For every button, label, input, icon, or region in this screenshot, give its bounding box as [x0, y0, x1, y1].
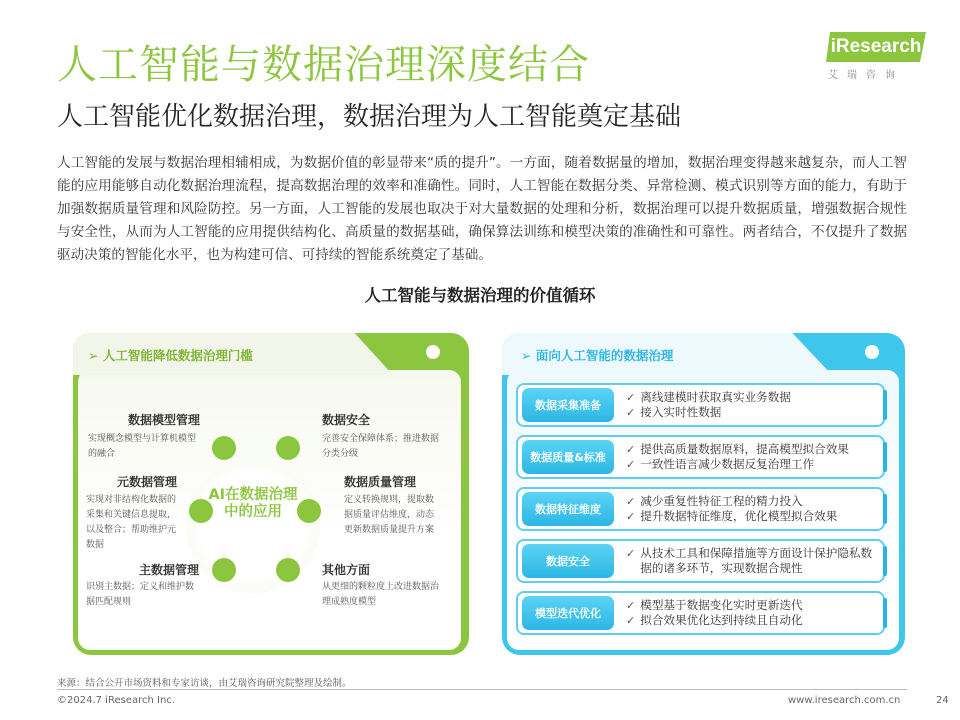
source-note: 来源：结合公开市场资料和专家访谈，由艾瑞咨询研究院整理及绘制。 — [57, 678, 352, 689]
item-title-master-data: 主数据管理 — [139, 563, 200, 577]
logo-subtext: 艾瑞咨询 — [828, 70, 904, 81]
row-line-text: 提供高质量数据原料，提高模型拟合效果 — [640, 442, 849, 456]
row-content — [626, 390, 878, 420]
node-dot-icon — [189, 499, 213, 523]
row-label: 数据安全 — [522, 544, 614, 578]
intro-paragraph: 人工智能的发展与数据治理相辅相成，为数据价值的彰显带来“质的提升”。一方面，随着数据量的增加，数据治理变得越来越复杂，而人工智能的应用能够自动化数据治理流程，提高数据治理的效率和准确性。同时，人工智能在数据分类、异常检测、模式识别等方面的能力，有助于加强数据质量管理和风险防控。另一方面，人工智能的发展也取决于对大量数据的处理和分析，数据治理可以提升数据质量，增强数据合规性与安全性，从而为人工智能的应用提供结构化、高质量的数据基础，确保算法训练和模型决策的准确性和可靠性。两者结合，不仅提升了数据驱动决策的智能化水平，也为构建可信、可持续的智能系统奠定了基础。 — [57, 155, 907, 263]
row-line — [626, 598, 878, 613]
row-content — [626, 598, 878, 628]
node-dot-icon — [212, 558, 236, 582]
row-line-text: 减少重复性特征工程的精力投入 — [640, 494, 803, 508]
row-line — [626, 509, 878, 524]
row-content — [626, 442, 878, 472]
check-icon: ✓ — [626, 495, 636, 508]
section-title: 人工智能与数据治理的价值循环 — [364, 286, 596, 305]
logo-text: iResearch — [830, 36, 922, 57]
row-label: 数据特征维度 — [522, 492, 614, 526]
center-circle — [186, 459, 320, 593]
item-desc-data-quality: 定义转换规则，提取数据质量评估维度，动态更新数据质量提升方案 — [344, 495, 435, 535]
row-line — [626, 405, 878, 420]
row-line-text: 模型基于数据变化实时更新迭代 — [640, 598, 803, 612]
row-content — [626, 494, 878, 524]
iresearch-logo — [826, 32, 926, 81]
check-icon: ✓ — [626, 443, 636, 456]
page-number: 24 — [936, 695, 949, 706]
row-line — [626, 613, 878, 628]
check-icon: ✓ — [626, 406, 636, 419]
row-label: 模型迭代优化 — [522, 596, 614, 630]
row-line-text: 接入实时性数据 — [640, 405, 722, 419]
footer-divider — [57, 689, 907, 690]
row-accent-bar — [883, 546, 887, 576]
row-line-text: 提升数据特征维度，优化模型拟合效果 — [640, 509, 838, 523]
row-line — [626, 494, 878, 509]
node-dot-icon — [276, 436, 300, 460]
check-icon: ✓ — [626, 458, 636, 471]
row-line — [626, 546, 878, 576]
left-panel-heading: ➢ 人工智能降低数据治理门槛 — [88, 348, 253, 363]
check-icon: ✓ — [626, 599, 636, 612]
row-line — [626, 457, 878, 472]
row-accent-bar — [883, 494, 887, 524]
node-dot-icon — [297, 499, 321, 523]
row-accent-bar — [883, 390, 887, 420]
right-panel-heading: ➢ 面向人工智能的数据治理 — [521, 348, 674, 363]
item-title-other: 其他方面 — [322, 563, 371, 577]
check-icon: ✓ — [626, 391, 636, 404]
row-line-text: 一致性语言减少数据反复治理工作 — [640, 457, 815, 471]
row-line — [626, 390, 878, 405]
check-icon: ✓ — [626, 547, 636, 560]
node-dot-icon — [276, 558, 300, 582]
copyright: ©2024.7 iResearch Inc. — [57, 695, 175, 706]
item-desc-master-data: 识别主数据；定义和维护数据匹配规则 — [86, 582, 195, 607]
item-desc-other: 从更细的颗粒度上改进数据治理成熟度模型 — [322, 582, 440, 607]
row-line — [626, 442, 878, 457]
item-desc-data-security: 完善安全保障体系；推进数据分类分级 — [322, 434, 440, 459]
item-desc-data-model: 实现概念模型与计算机模型的融合 — [88, 434, 197, 459]
item-title-data-model: 数据模型管理 — [128, 413, 201, 427]
item-title-metadata: 元数据管理 — [117, 475, 178, 489]
row-accent-bar — [883, 598, 887, 628]
item-desc-metadata: 实现对非结构化数据的采集和关键信息提取，以及整合；帮助维护元数据 — [86, 495, 177, 550]
item-title-data-quality: 数据质量管理 — [344, 475, 417, 489]
right-panel-dot-icon — [865, 345, 879, 359]
row-label: 数据采集准备 — [522, 388, 614, 422]
item-title-data-security: 数据安全 — [322, 413, 371, 427]
row-accent-bar — [883, 442, 887, 472]
row-line-text: 从技术工具和保障措施等方面设计保护隐私数据的诸多环节，实现数据合规性 — [640, 546, 873, 575]
left-panel-dot-icon — [426, 345, 440, 359]
page-title: 人工智能与数据治理深度结合 — [57, 42, 590, 88]
check-icon: ✓ — [626, 614, 636, 627]
website-link[interactable]: www.iresearch.com.cn — [788, 695, 901, 706]
row-content — [626, 546, 878, 576]
page-subtitle: 人工智能优化数据治理，数据治理为人工智能奠定基础 — [57, 102, 682, 132]
check-icon: ✓ — [626, 510, 636, 523]
row-line-text: 拟合效果优化达到持续且自动化 — [640, 613, 803, 627]
node-dot-icon — [212, 436, 236, 460]
row-line-text: 离线建模时获取真实业务数据 — [640, 390, 791, 404]
center-label: AI在数据治理中的应用 — [208, 487, 298, 520]
row-label: 数据质量&标准 — [522, 440, 614, 474]
